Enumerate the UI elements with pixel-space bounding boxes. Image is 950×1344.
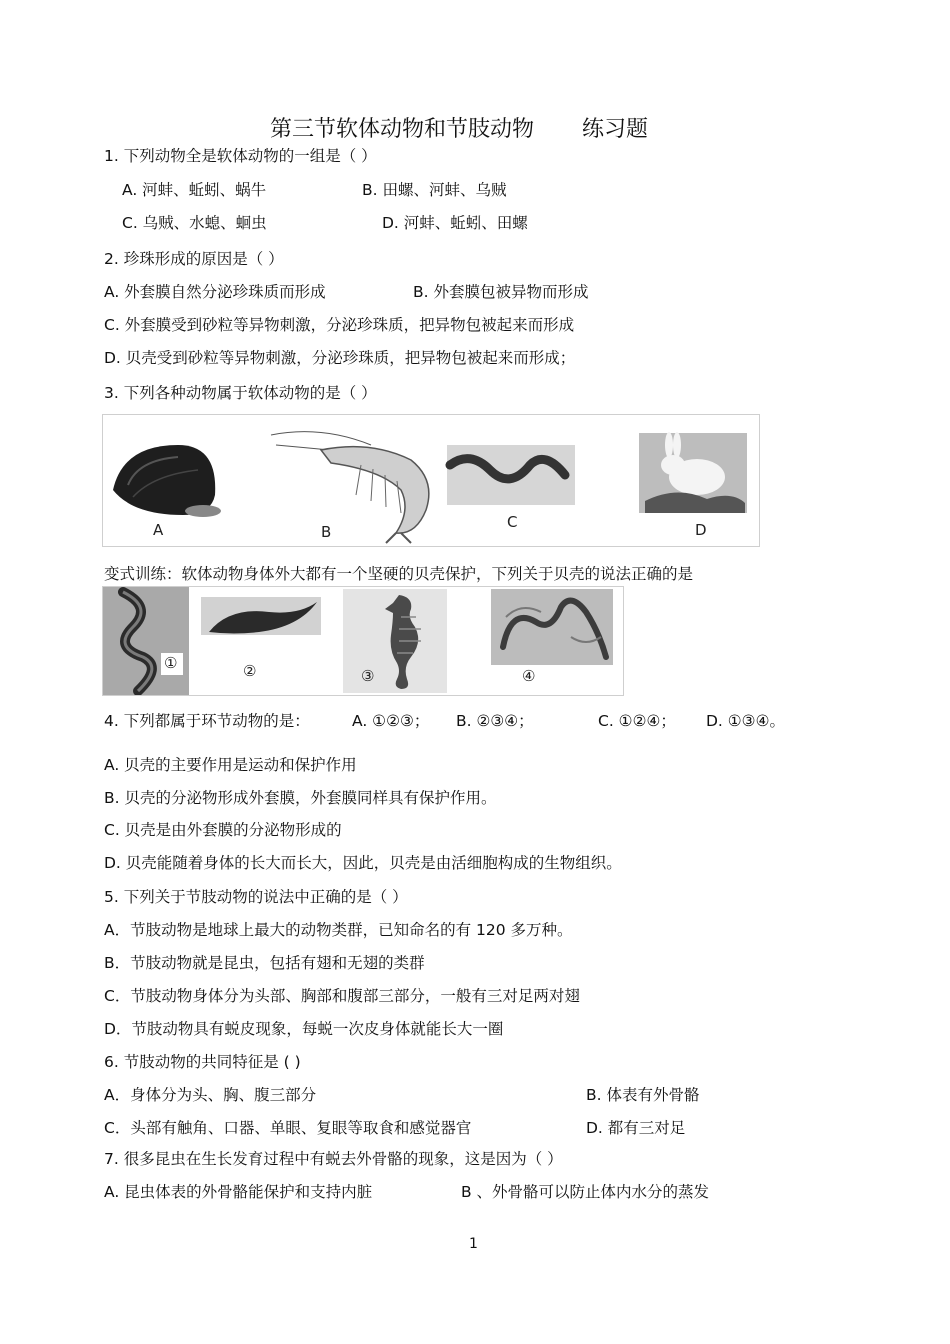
q1-option-d: D. 河蚌、蚯蚓、田螺 bbox=[382, 214, 528, 232]
q1-option-c: C. 乌贼、水螅、蛔虫 bbox=[122, 214, 267, 232]
q6-option-a: A．身体分为头、胸、腹三部分 bbox=[104, 1086, 317, 1104]
page-title bbox=[270, 112, 648, 143]
q2-option-b: B. 外套膜包被异物而形成 bbox=[413, 283, 589, 301]
q2-option-c: C. 外套膜受到砂粒等异物刺激，分泌珍珠质，把异物包被起来而形成 bbox=[104, 316, 575, 334]
mussel-image bbox=[103, 415, 259, 546]
q6-stem: 6. 节肢动物的共同特征是 ( ) bbox=[104, 1053, 301, 1071]
q4-option-c: C. ①②④； bbox=[598, 712, 676, 730]
figure2-label-4: ④ bbox=[522, 667, 536, 685]
q4-option-d: D. ①③④。 bbox=[706, 712, 785, 730]
q4-option-a: A. ①②③； bbox=[352, 712, 430, 730]
q2-option-d: D. 贝壳受到砂粒等异物刺激，分泌珍珠质，把异物包被起来而形成； bbox=[104, 349, 576, 367]
q5-option-c: C．节肢动物身体分为头部、胸部和腹部三部分，一般有三对足两对翅 bbox=[104, 987, 580, 1005]
q5-option-a: A．节肢动物是地球上最大的动物类群，已知命名的有 120 多万种。 bbox=[104, 921, 573, 939]
q5-option-d: D．节肢动物具有蜕皮现象，每蜕一次皮身体就能长大一圈 bbox=[104, 1020, 504, 1038]
q4-stem: 4. 下列都属于环节动物的是： bbox=[104, 712, 310, 730]
shell-option-c: C. 贝壳是由外套膜的分泌物形成的 bbox=[104, 821, 342, 839]
q1-option-b: B. 田螺、河蚌、乌贼 bbox=[362, 181, 507, 199]
leech-image bbox=[199, 587, 323, 695]
shell-option-a: A. 贝壳的主要作用是运动和保护作用 bbox=[104, 756, 357, 774]
shell-option-b: B. 贝壳的分泌物形成外套膜，外套膜同样具有保护作用。 bbox=[104, 789, 497, 807]
variant-training-stem: 变式训练：软体动物身体外大都有一个坚硬的贝壳保护，下列关于贝壳的说法正确的是 bbox=[104, 565, 694, 583]
q7-option-a: A. 昆虫体表的外骨骼能保护和支持内脏 bbox=[104, 1183, 373, 1201]
q1-option-a: A. 河蚌、蚯蚓、蜗牛 bbox=[122, 181, 267, 199]
q6-option-d: D. 都有三对足 bbox=[586, 1119, 686, 1137]
figure2-label-3: ③ bbox=[361, 667, 375, 685]
figure1-label-d: D bbox=[695, 521, 707, 539]
centipede-image bbox=[491, 587, 613, 695]
q6-option-b: B. 体表有外骨骼 bbox=[586, 1086, 700, 1104]
figure1-label-c: C bbox=[507, 513, 518, 531]
q2-option-a: A. 外套膜自然分泌珍珠质而形成 bbox=[104, 283, 326, 301]
q7-option-b: B 、外骨骼可以防止体内水分的蒸发 bbox=[461, 1183, 710, 1201]
shrimp-image bbox=[261, 415, 443, 546]
q5-option-b: B．节肢动物就是昆虫，包括有翅和无翅的类群 bbox=[104, 954, 425, 972]
q7-stem: 7. 很多昆虫在生长发育过程中有蜕去外骨骼的现象，这是因为（ ） bbox=[104, 1150, 563, 1168]
q4-option-b: B. ②③④； bbox=[456, 712, 534, 730]
figure1-label-b: B bbox=[321, 523, 332, 541]
figure1-label-a: A bbox=[153, 521, 164, 539]
worm-image bbox=[445, 415, 577, 546]
q6-option-c: C．头部有触角、口器、单眼、复眼等取食和感觉器官 bbox=[104, 1119, 472, 1137]
animal-figure-1 bbox=[102, 414, 760, 547]
rabbit-image bbox=[637, 415, 757, 546]
title-main: 第三节软体动物和节肢动物 bbox=[270, 117, 535, 142]
q5-stem: 5. 下列关于节肢动物的说法中正确的是（ ） bbox=[104, 888, 408, 906]
earthworm-image bbox=[103, 587, 189, 695]
shell-option-d: D. 贝壳能随着身体的长大而长大，因此，贝壳是由活细胞构成的生物组织。 bbox=[104, 854, 622, 872]
q2-stem: 2. 珍珠形成的原因是（ ） bbox=[104, 250, 284, 268]
figure2-label-1: ① bbox=[164, 654, 178, 672]
seahorse-image bbox=[341, 587, 447, 695]
animal-figure-2 bbox=[102, 586, 624, 696]
page-number: 1 bbox=[469, 1236, 478, 1252]
figure2-label-2: ② bbox=[243, 662, 257, 680]
title-sub: 练习题 bbox=[582, 117, 649, 142]
q1-stem: 1. 下列动物全是软体动物的一组是（ ） bbox=[104, 147, 377, 165]
q3-stem: 3. 下列各种动物属于软体动物的是（ ） bbox=[104, 384, 377, 402]
